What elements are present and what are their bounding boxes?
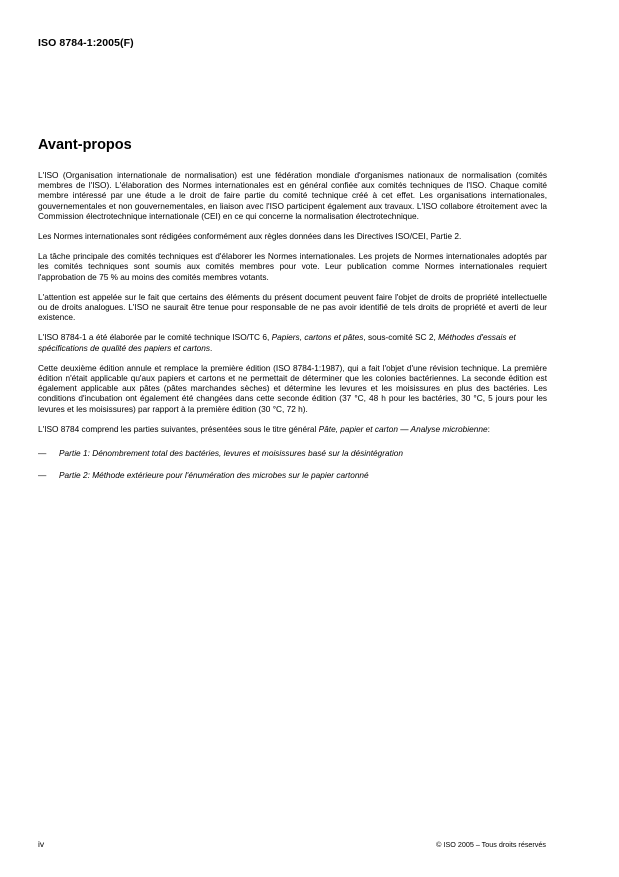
list-item	[38, 448, 547, 458]
page-number: iv	[38, 839, 45, 849]
parts-intro-text: L'ISO 8784 comprend les parties suivantes, présentées sous le titre général	[38, 423, 319, 434]
copyright-notice: © ISO 2005 – Tous droits réservés	[436, 840, 546, 849]
paragraph-parts-intro	[38, 424, 547, 434]
prepared-by-subcommittee-title: Méthodes d'essais et spécifications de qualité des papiers et cartons	[38, 332, 516, 353]
paragraph-technical-committees: La tâche principale des comités techniques est d'élaborer les Normes internationales. Les projets de Normes internationales adoptés par les comités techniques sont soumis aux comités membres pour vote. Leur publication comme Normes internationales requiert l'approbation de 75 % au moins des comités membres votants.	[38, 251, 547, 282]
page-title: Avant-propos	[38, 137, 132, 153]
paragraph-iso-organisation: L'ISO (Organisation internationale de normalisation) est une fédération mondiale d'organismes nationaux de normalisation (comités membres de l'ISO). L'élaboration des Normes internationales est en général confiée aux comités techniques de l'ISO. Chaque comité membre intéressé par une étude a le droit de faire partie du comité technique créé à cet effet. Les organisations internationales, gouvernementales et non gouvernementales, en liaison avec l'ISO participent également aux travaux. L'ISO collabore étroitement avec la Commission électrotechnique internationale (CEI) en ce qui concerne la normalisation électrotechnique.	[38, 170, 547, 221]
prepared-by-subcommittee: , sous-comité SC 2,	[363, 332, 439, 343]
part-2-title: Partie 2: Méthode extérieure pour l'énumération des microbes sur le papier cartonné	[59, 470, 369, 481]
prepared-by-text: L'ISO 8784-1 a été élaborée par le comité technique ISO/TC 6,	[38, 332, 272, 343]
foreword-body	[38, 170, 547, 492]
prepared-by-committee-title: Papiers, cartons et pâtes	[271, 332, 364, 343]
paragraph-patent-rights: L'attention est appelée sur le fait que certains des éléments du présent document peuvent faire l'objet de droits de propriété intellectuelle ou de droits analogues. L'ISO ne saurait être tenue pour responsable de ne pas avoir identifié de tels droits de propriété et averti de leur existence.	[38, 291, 547, 323]
dash-marker: —	[38, 448, 47, 459]
prepared-by-end: .	[210, 342, 213, 353]
list-item	[38, 470, 547, 480]
part-1-title: Partie 1: Dénombrement total des bactéries, levures et moisissures basé sur la désintégration	[59, 448, 404, 459]
document-identifier: ISO 8784-1:2005(F)	[38, 37, 134, 49]
dash-marker: —	[38, 470, 47, 481]
parts-intro-end: :	[487, 423, 490, 434]
paragraph-prepared-by	[38, 332, 547, 352]
parts-general-title: Pâte, papier et carton — Analyse microbienne	[318, 423, 488, 434]
paragraph-edition-history: Cette deuxième édition annule et remplace la première édition (ISO 8784-1:1987), qui a fait l'objet d'une révision technique. La première édition n'était applicable qu'aux papiers et cartons et ne permettait de déterminer que les colonies bactériennes. La seconde édition est également applicable aux pâtes (pâtes marchandes sèches) et détermine les levures et les moisissures en plus des bactéries. Les conditions d'incubation ont également été changées dans cette seconde édition (37 °C, 48 h pour les bactéries, 30 °C, 5 jours pour les levures et les moisissures) par rapport à la première édition (30 °C, 72 h).	[38, 362, 547, 414]
paragraph-directives: Les Normes internationales sont rédigées conformément aux règles données dans les Directives ISO/CEI, Partie 2.	[38, 231, 462, 242]
